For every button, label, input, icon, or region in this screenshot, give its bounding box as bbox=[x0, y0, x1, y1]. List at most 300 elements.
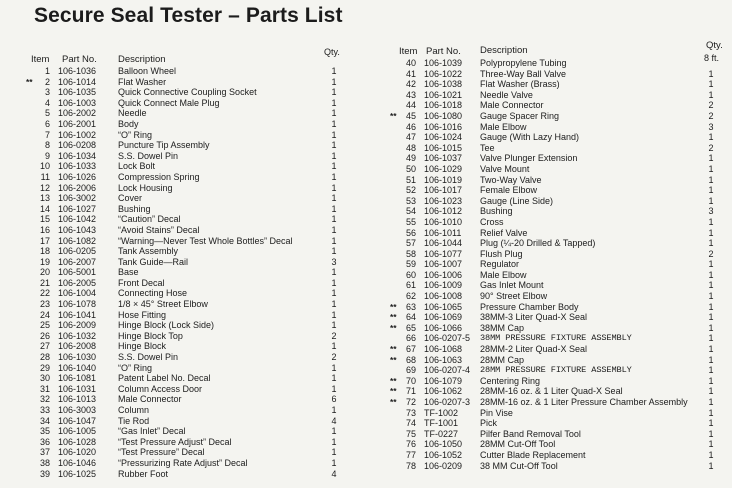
row-description: Hinge Block Top bbox=[118, 330, 183, 341]
table-row bbox=[366, 196, 732, 207]
row-quantity: 1 bbox=[331, 161, 337, 172]
row-item-number: 59 bbox=[405, 259, 416, 270]
row-quantity: 1 bbox=[331, 97, 337, 108]
row-part-number: 106-2002 bbox=[58, 108, 97, 119]
row-quantity: 1 bbox=[331, 66, 337, 76]
table-row bbox=[0, 267, 366, 278]
row-quantity: 1 bbox=[708, 291, 714, 302]
row-part-number: 106-1011 bbox=[424, 227, 462, 238]
row-item-number: 56 bbox=[405, 227, 416, 238]
row-description: Body bbox=[118, 118, 139, 129]
row-part-number: 106-1008 bbox=[424, 291, 463, 302]
row-item-number: 49 bbox=[405, 153, 416, 164]
row-description: “Test Pressure” Decal bbox=[118, 447, 205, 458]
table-row bbox=[366, 100, 732, 111]
row-item-number: 46 bbox=[405, 121, 416, 132]
row-item-number: 5 bbox=[44, 108, 50, 119]
row-quantity: 1 bbox=[708, 163, 714, 174]
parts-column-right bbox=[366, 0, 732, 488]
row-part-number: 106-0207-3 bbox=[424, 397, 471, 407]
row-quantity: 1 bbox=[331, 108, 337, 119]
row-quantity: 1 bbox=[331, 235, 337, 246]
table-row bbox=[366, 376, 732, 387]
table-row bbox=[366, 206, 732, 217]
row-description: Regulator bbox=[480, 259, 520, 270]
row-description: Needle bbox=[118, 108, 147, 119]
row-description: Tie Rod bbox=[118, 415, 150, 426]
row-part-number: 106-1044 bbox=[424, 238, 463, 249]
row-part-number: 106-2005 bbox=[58, 277, 97, 288]
header-part-no: Part No. bbox=[62, 54, 97, 65]
row-item-number: 69 bbox=[405, 365, 416, 376]
row-part-number: 106-1042 bbox=[58, 214, 97, 225]
row-part-number: 106-1040 bbox=[58, 362, 97, 373]
row-quantity: 1 bbox=[331, 87, 337, 98]
table-row bbox=[0, 151, 366, 162]
row-item-number: 18 bbox=[39, 246, 50, 257]
row-item-number: 53 bbox=[405, 195, 416, 206]
table-row bbox=[0, 416, 366, 427]
row-part-number: 106-1016 bbox=[424, 121, 463, 132]
row-part-number: 106-1025 bbox=[58, 468, 97, 479]
row-quantity: 1 bbox=[708, 375, 714, 386]
row-quantity: 1 bbox=[331, 246, 337, 257]
row-item-number: 58 bbox=[405, 248, 416, 259]
row-description: Gauge Spacer Ring bbox=[480, 110, 560, 121]
row-item-number: 15 bbox=[39, 214, 50, 225]
row-description: Patent Label No. Decal bbox=[118, 373, 211, 384]
row-description: Hinge Block bbox=[118, 341, 167, 352]
header-description: Description bbox=[118, 54, 166, 65]
row-part-number: 106-1037 bbox=[424, 153, 463, 164]
row-part-number: 106-1047 bbox=[58, 415, 97, 426]
table-row bbox=[0, 225, 366, 236]
row-part-number: 106-1014 bbox=[58, 76, 97, 87]
row-part-number: 106-2001 bbox=[58, 118, 97, 129]
row-part-number: 106-1021 bbox=[424, 89, 463, 100]
table-row bbox=[366, 259, 732, 270]
header-part-no: Part No. bbox=[426, 46, 461, 57]
row-description: Hinge Block (Lock Side) bbox=[118, 320, 215, 331]
row-description: S.S. Dowel Pin bbox=[118, 352, 179, 363]
row-part-number: 106-1082 bbox=[58, 235, 97, 246]
row-quantity: 1 bbox=[331, 150, 337, 161]
table-row bbox=[366, 323, 732, 334]
row-part-number: TF-1002 bbox=[424, 407, 459, 418]
row-description: Rubber Foot bbox=[118, 468, 169, 479]
row-part-number: 106-1003 bbox=[58, 97, 97, 108]
table-row bbox=[366, 397, 732, 408]
page-title: Secure Seal Tester – Parts List bbox=[34, 4, 343, 27]
row-item-number: 10 bbox=[39, 161, 50, 172]
table-row bbox=[0, 66, 366, 77]
row-item-number: 27 bbox=[39, 341, 50, 352]
row-description: “Pressurizing Rate Adjust” Decal bbox=[118, 457, 248, 468]
row-item-number: 20 bbox=[39, 267, 50, 278]
table-row bbox=[0, 437, 366, 448]
row-part-number: 106-2006 bbox=[58, 182, 97, 193]
row-item-number: 13 bbox=[39, 193, 50, 204]
row-part-number: 106-0207-5 bbox=[424, 333, 471, 344]
table-row bbox=[0, 373, 366, 384]
row-item-number: 6 bbox=[44, 118, 50, 129]
row-item-number: 55 bbox=[405, 216, 416, 227]
row-description: Valve Mount bbox=[480, 163, 530, 174]
row-description: Bushing bbox=[118, 203, 151, 214]
table-row bbox=[0, 257, 366, 268]
row-description: Male Connector bbox=[118, 394, 182, 405]
row-quantity: 1 bbox=[331, 288, 337, 299]
table-row bbox=[0, 278, 366, 289]
row-part-number: 106-1004 bbox=[58, 288, 97, 299]
row-part-number: 106-1066 bbox=[424, 322, 463, 333]
row-part-number: 106-1077 bbox=[424, 248, 463, 259]
row-part-number: 106-1012 bbox=[424, 206, 463, 217]
row-part-number: 106-1015 bbox=[424, 142, 463, 153]
row-part-number: 106-1080 bbox=[424, 110, 463, 121]
row-description: “Warning—Never Test Whole Bottles” Decal bbox=[118, 235, 293, 246]
row-quantity: 1 bbox=[708, 449, 714, 460]
row-quantity: 1 bbox=[708, 68, 714, 79]
row-description: Three-Way Ball Valve bbox=[480, 68, 567, 79]
table-row bbox=[366, 429, 732, 440]
row-quantity: 1 bbox=[331, 457, 337, 468]
row-part-number: 106-1022 bbox=[424, 68, 463, 79]
table-row bbox=[366, 312, 732, 323]
table-row bbox=[0, 77, 366, 88]
row-quantity: 1 bbox=[331, 129, 337, 140]
row-item-number: 41 bbox=[405, 68, 416, 79]
row-item-number: 66 bbox=[405, 333, 416, 344]
row-quantity: 1 bbox=[708, 418, 714, 429]
row-item-number: 30 bbox=[39, 373, 50, 384]
row-quantity: 3 bbox=[708, 206, 714, 217]
row-part-number: 106-1026 bbox=[58, 171, 97, 182]
row-quantity: 1 bbox=[331, 214, 337, 225]
row-marker: ** bbox=[390, 322, 397, 333]
row-marker: ** bbox=[26, 76, 33, 87]
row-quantity: 1 bbox=[708, 344, 714, 355]
row-quantity: 1 bbox=[708, 195, 714, 206]
header-description: Description bbox=[480, 45, 528, 56]
row-item-number: 61 bbox=[405, 280, 416, 291]
row-description: Male Elbow bbox=[480, 121, 527, 132]
row-part-number: 106-1020 bbox=[58, 447, 97, 458]
row-marker: ** bbox=[390, 397, 397, 407]
table-row bbox=[0, 405, 366, 416]
row-description: Lock Bolt bbox=[118, 161, 156, 172]
table-row bbox=[0, 236, 366, 247]
table-row bbox=[0, 352, 366, 363]
row-item-number: 14 bbox=[39, 203, 50, 214]
row-quantity: 1 bbox=[331, 436, 337, 447]
row-description: Compression Spring bbox=[118, 171, 200, 182]
row-description: 28MM Cap bbox=[480, 354, 525, 365]
row-quantity: 3 bbox=[708, 121, 714, 132]
table-row bbox=[366, 153, 732, 164]
row-quantity: 2 bbox=[331, 352, 337, 363]
table-row bbox=[0, 331, 366, 342]
table-row bbox=[0, 469, 366, 480]
row-quantity: 2 bbox=[708, 110, 714, 121]
row-quantity: 1 bbox=[708, 333, 714, 344]
row-description: Plug (¼-20 Drilled & Tapped) bbox=[480, 238, 596, 249]
row-description: Flat Washer bbox=[118, 76, 167, 87]
row-item-number: 50 bbox=[405, 163, 416, 174]
row-part-number: 106-3002 bbox=[58, 193, 97, 204]
table-row bbox=[366, 439, 732, 450]
row-quantity: 1 bbox=[708, 312, 714, 323]
row-marker: ** bbox=[390, 312, 397, 323]
row-marker: ** bbox=[390, 301, 397, 312]
table-row bbox=[366, 461, 732, 472]
table-row bbox=[366, 228, 732, 239]
table-row bbox=[366, 280, 732, 291]
row-part-number: 106-1017 bbox=[424, 185, 463, 196]
row-item-number: 52 bbox=[405, 185, 416, 196]
row-description: Lock Housing bbox=[118, 182, 173, 193]
row-quantity: 1 bbox=[708, 365, 714, 376]
row-item-number: 2 bbox=[44, 76, 50, 87]
row-description: Male Connector bbox=[480, 100, 544, 111]
row-item-number: 60 bbox=[405, 269, 416, 280]
row-part-number: 106-1038 bbox=[424, 79, 463, 90]
row-item-number: 22 bbox=[39, 288, 50, 299]
row-description: Male Elbow bbox=[480, 269, 527, 280]
row-marker: ** bbox=[390, 110, 397, 121]
row-description: Flush Plug bbox=[480, 248, 523, 259]
row-part-number: 106-0207-4 bbox=[424, 365, 471, 376]
table-row bbox=[0, 310, 366, 321]
header-item: Item bbox=[31, 54, 50, 65]
row-item-number: 7 bbox=[44, 129, 50, 140]
row-part-number: 106-1063 bbox=[424, 354, 463, 365]
row-quantity: 3 bbox=[331, 256, 337, 267]
table-row bbox=[366, 79, 732, 90]
table-row bbox=[366, 143, 732, 154]
row-quantity: 1 bbox=[708, 280, 714, 291]
table-row bbox=[0, 140, 366, 151]
row-description: Base bbox=[118, 267, 139, 278]
row-quantity: 1 bbox=[331, 426, 337, 437]
row-item-number: 39 bbox=[39, 468, 50, 479]
table-row bbox=[0, 172, 366, 183]
row-item-number: 33 bbox=[39, 405, 50, 415]
row-description: Cutter Blade Replacement bbox=[480, 449, 586, 460]
row-item-number: 28 bbox=[39, 352, 50, 363]
row-part-number: 106-1031 bbox=[58, 383, 97, 394]
row-quantity: 1 bbox=[331, 193, 337, 204]
row-part-number: 106-1046 bbox=[58, 457, 97, 468]
table-row bbox=[0, 183, 366, 194]
row-quantity: 1 bbox=[331, 182, 337, 193]
row-item-number: 21 bbox=[39, 277, 50, 288]
table-row bbox=[0, 288, 366, 299]
row-part-number: 106-1068 bbox=[424, 344, 463, 355]
row-description: Front Decal bbox=[118, 277, 165, 288]
table-row bbox=[366, 217, 732, 228]
row-item-number: 77 bbox=[405, 449, 416, 460]
table-row bbox=[0, 363, 366, 374]
row-description: 1/8 × 45° Street Elbow bbox=[118, 299, 208, 310]
row-quantity: 1 bbox=[331, 373, 337, 384]
row-item-number: 43 bbox=[405, 89, 416, 100]
row-part-number: 106-1013 bbox=[58, 394, 97, 405]
table-row bbox=[0, 394, 366, 405]
table-row bbox=[366, 365, 732, 376]
row-quantity: 1 bbox=[331, 76, 337, 87]
table-row bbox=[366, 111, 732, 122]
row-part-number: 106-1062 bbox=[424, 386, 463, 397]
row-item-number: 44 bbox=[405, 100, 416, 111]
parts-table-right bbox=[366, 58, 732, 471]
row-description: Centering Ring bbox=[480, 375, 541, 386]
row-description: 28MM-2 Liter Quad-X Seal bbox=[480, 344, 588, 355]
row-item-number: 68 bbox=[405, 354, 416, 365]
row-description: Pin Vise bbox=[480, 407, 513, 418]
table-row bbox=[0, 341, 366, 352]
row-quantity: 1 bbox=[708, 153, 714, 164]
row-description: “Caution” Decal bbox=[118, 214, 181, 225]
row-description: Gauge (With Lazy Hand) bbox=[480, 132, 580, 143]
row-description: Pressure Chamber Body bbox=[480, 301, 579, 312]
row-part-number: 106-1030 bbox=[58, 352, 97, 363]
table-row bbox=[366, 122, 732, 133]
row-part-number: 106-2008 bbox=[58, 341, 97, 352]
row-part-number: 106-1007 bbox=[424, 259, 463, 270]
table-row bbox=[366, 418, 732, 429]
row-part-number: 106-1018 bbox=[424, 100, 463, 111]
row-quantity: 4 bbox=[331, 468, 337, 479]
table-row bbox=[366, 408, 732, 419]
row-quantity: 6 bbox=[331, 394, 337, 405]
row-item-number: 63 bbox=[405, 301, 416, 312]
table-row bbox=[0, 246, 366, 257]
row-part-number: 106-1032 bbox=[58, 330, 97, 341]
table-row bbox=[366, 90, 732, 101]
row-quantity: 2 bbox=[708, 100, 714, 111]
table-row bbox=[0, 193, 366, 204]
row-description: Connecting Hose bbox=[118, 288, 188, 299]
row-description: Hose Fitting bbox=[118, 309, 167, 320]
row-description: 38MM PRESSURE FIXTURE ASSEMBLY bbox=[480, 333, 632, 344]
row-part-number: 106-2009 bbox=[58, 320, 97, 331]
row-item-number: 71 bbox=[405, 386, 416, 397]
row-part-number: 106-1027 bbox=[58, 203, 97, 214]
header-qty: Qty. bbox=[324, 47, 340, 57]
row-quantity: 1 bbox=[331, 447, 337, 458]
row-description: “Avoid Stains” Decal bbox=[118, 224, 200, 235]
row-part-number: 106-1005 bbox=[58, 426, 97, 437]
row-item-number: 24 bbox=[39, 309, 50, 320]
row-item-number: 72 bbox=[405, 397, 416, 407]
row-description: Tee bbox=[480, 142, 495, 153]
row-quantity: 2 bbox=[708, 248, 714, 259]
row-item-number: 26 bbox=[39, 330, 50, 341]
row-description: Bushing bbox=[480, 206, 513, 217]
row-part-number: 106-0208 bbox=[58, 140, 97, 151]
row-item-number: 34 bbox=[39, 415, 50, 426]
row-item-number: 38 bbox=[39, 457, 50, 468]
row-description: Cover bbox=[118, 193, 143, 204]
row-description: Column Access Door bbox=[118, 383, 203, 394]
table-row bbox=[366, 344, 732, 355]
row-part-number: 106-1081 bbox=[58, 373, 97, 384]
row-item-number: 1 bbox=[44, 66, 50, 76]
row-quantity: 2 bbox=[708, 142, 714, 153]
row-description: Tank Assembly bbox=[118, 246, 179, 257]
row-item-number: 51 bbox=[405, 174, 416, 185]
row-quantity: 1 bbox=[708, 227, 714, 238]
row-part-number: 106-1019 bbox=[424, 174, 463, 185]
row-part-number: 106-1078 bbox=[58, 299, 97, 310]
row-description: Needle Valve bbox=[480, 89, 533, 100]
row-item-number: 36 bbox=[39, 436, 50, 447]
table-row bbox=[0, 98, 366, 109]
row-description: Two-Way Valve bbox=[480, 174, 542, 185]
row-description: Gas Inlet Mount bbox=[480, 280, 544, 291]
row-quantity: 1 bbox=[708, 174, 714, 185]
row-item-number: 47 bbox=[405, 132, 416, 143]
table-row bbox=[366, 132, 732, 143]
table-row bbox=[0, 426, 366, 437]
row-description: “Test Pressure Adjust” Decal bbox=[118, 436, 232, 447]
row-item-number: 67 bbox=[405, 344, 416, 355]
header-qty-tubing-length: 8 ft. bbox=[704, 53, 720, 63]
table-row bbox=[366, 58, 732, 69]
row-quantity: 1 bbox=[331, 299, 337, 310]
row-part-number: 106-1041 bbox=[58, 309, 97, 320]
table-row bbox=[0, 320, 366, 331]
row-description: Balloon Wheel bbox=[118, 66, 177, 76]
row-item-number: 57 bbox=[405, 238, 416, 249]
row-item-number: 62 bbox=[405, 291, 416, 302]
row-quantity: 1 bbox=[331, 309, 337, 320]
row-quantity: 1 bbox=[708, 269, 714, 280]
row-part-number: 106-0205 bbox=[58, 246, 97, 257]
table-row bbox=[366, 69, 732, 80]
row-description: 28MM-16 oz. & 1 Liter Pressure Chamber Assembly bbox=[480, 397, 688, 407]
row-item-number: 16 bbox=[39, 224, 50, 235]
row-item-number: 74 bbox=[405, 418, 416, 429]
row-item-number: 42 bbox=[405, 79, 416, 90]
row-quantity: 1 bbox=[331, 267, 337, 278]
row-quantity: 1 bbox=[708, 89, 714, 100]
row-description: 28MM Cut-Off Tool bbox=[480, 439, 556, 450]
row-item-number: 9 bbox=[44, 150, 50, 161]
row-item-number: 73 bbox=[405, 407, 416, 418]
row-item-number: 64 bbox=[405, 312, 416, 323]
row-description: 28MM-16 oz. & 1 Liter Quad-X Seal bbox=[480, 386, 623, 397]
row-part-number: 106-5001 bbox=[58, 267, 97, 278]
row-item-number: 37 bbox=[39, 447, 50, 458]
table-row bbox=[366, 302, 732, 313]
row-marker: ** bbox=[390, 354, 397, 365]
row-description: S.S. Dowel Pin bbox=[118, 150, 179, 161]
row-description: Tank Guide—Rail bbox=[118, 256, 189, 267]
row-part-number: 106-2007 bbox=[58, 256, 97, 267]
row-description: Quick Connective Coupling Socket bbox=[118, 87, 257, 98]
row-part-number: 106-1006 bbox=[424, 269, 463, 280]
row-quantity: 1 bbox=[708, 397, 714, 407]
row-description: Pilfer Band Removal Tool bbox=[480, 428, 581, 439]
row-quantity: 1 bbox=[708, 386, 714, 397]
row-part-number: 106-1029 bbox=[424, 163, 463, 174]
table-row bbox=[0, 447, 366, 458]
row-part-number: 106-1043 bbox=[58, 224, 97, 235]
row-quantity: 1 bbox=[708, 79, 714, 90]
row-description: Gauge (Line Side) bbox=[480, 195, 554, 206]
